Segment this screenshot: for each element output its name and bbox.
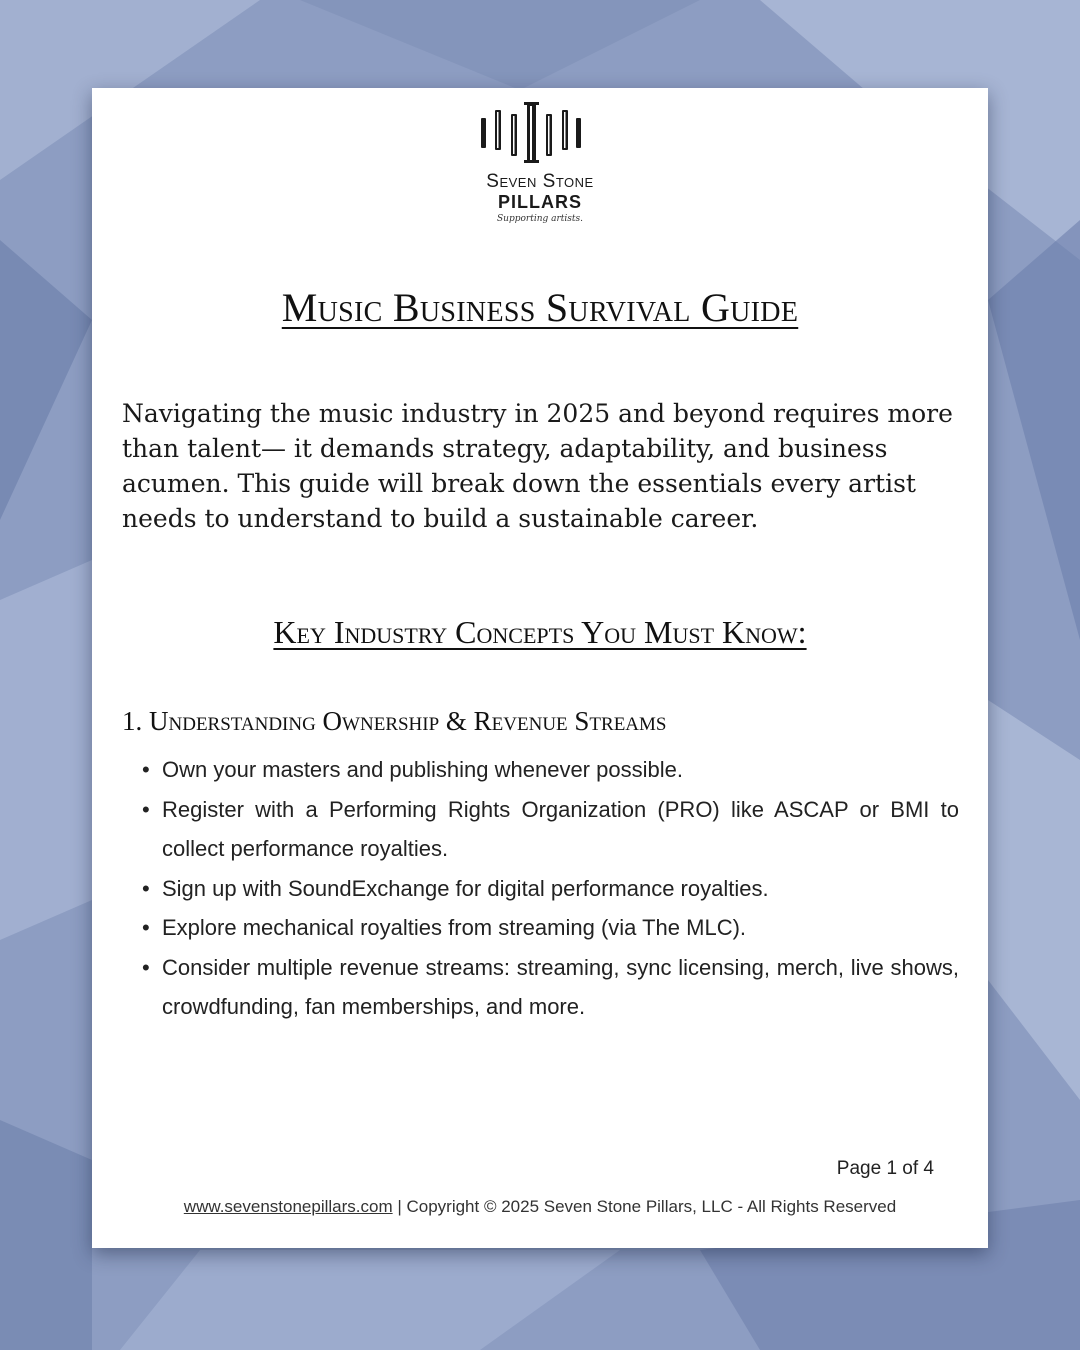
page-number: Page 1 of 4 (836, 1158, 934, 1179)
list-item (142, 750, 959, 790)
copyright-text: | Copyright © 2025 Seven Stone Pillars, LLC - All Rights Reserved (392, 1197, 897, 1216)
list-item-text: Consider multiple revenue streams: streaming, sync licensing, merch, live shows, crowdfunding, fan memberships, and more. (162, 954, 959, 1019)
list-item-text: Register with a Performing Rights Organization (PRO) like ASCAP or BMI to collect performance royalties. (162, 796, 959, 861)
list-item (142, 790, 959, 869)
subsection-title: 1. Understanding Ownership & Revenue Streams (122, 706, 667, 736)
brand-tagline: Supporting artists. (497, 214, 583, 224)
brand-name-line2: PILLARS (497, 192, 582, 212)
bullet-icon: • (142, 915, 150, 940)
document-page (92, 88, 988, 1248)
list-item (142, 948, 959, 1027)
brand-name-line1: Seven Stone (486, 171, 594, 192)
bullet-list (142, 750, 959, 1027)
list-item-text: Sign up with SoundExchange for digital performance royalties. (162, 875, 769, 901)
list-item-text: Own your masters and publishing whenever possible. (162, 757, 683, 782)
footer (92, 1197, 988, 1217)
bullet-icon: • (142, 796, 150, 822)
bullet-icon: • (142, 875, 150, 901)
website-link[interactable]: www.sevenstonepillars.com (183, 1197, 393, 1216)
list-item (142, 869, 959, 909)
list-item (142, 908, 959, 948)
bullet-icon: • (142, 954, 150, 980)
list-item-text: Explore mechanical royalties from streaming (via The MLC). (162, 915, 747, 940)
section-title: Key Industry Concepts You Must Know: (273, 614, 807, 650)
bullet-icon: • (142, 757, 150, 782)
logo (92, 100, 988, 226)
document-title: Music Business Survival Guide (281, 285, 799, 330)
pillars-icon (475, 100, 605, 166)
intro-paragraph: Navigating the music industry in 2025 and beyond requires more than talent— it demands strategy, adaptability, and business acumen. This guide will break down the essentials every artist needs to understand to build a sustainable career. (122, 399, 953, 533)
